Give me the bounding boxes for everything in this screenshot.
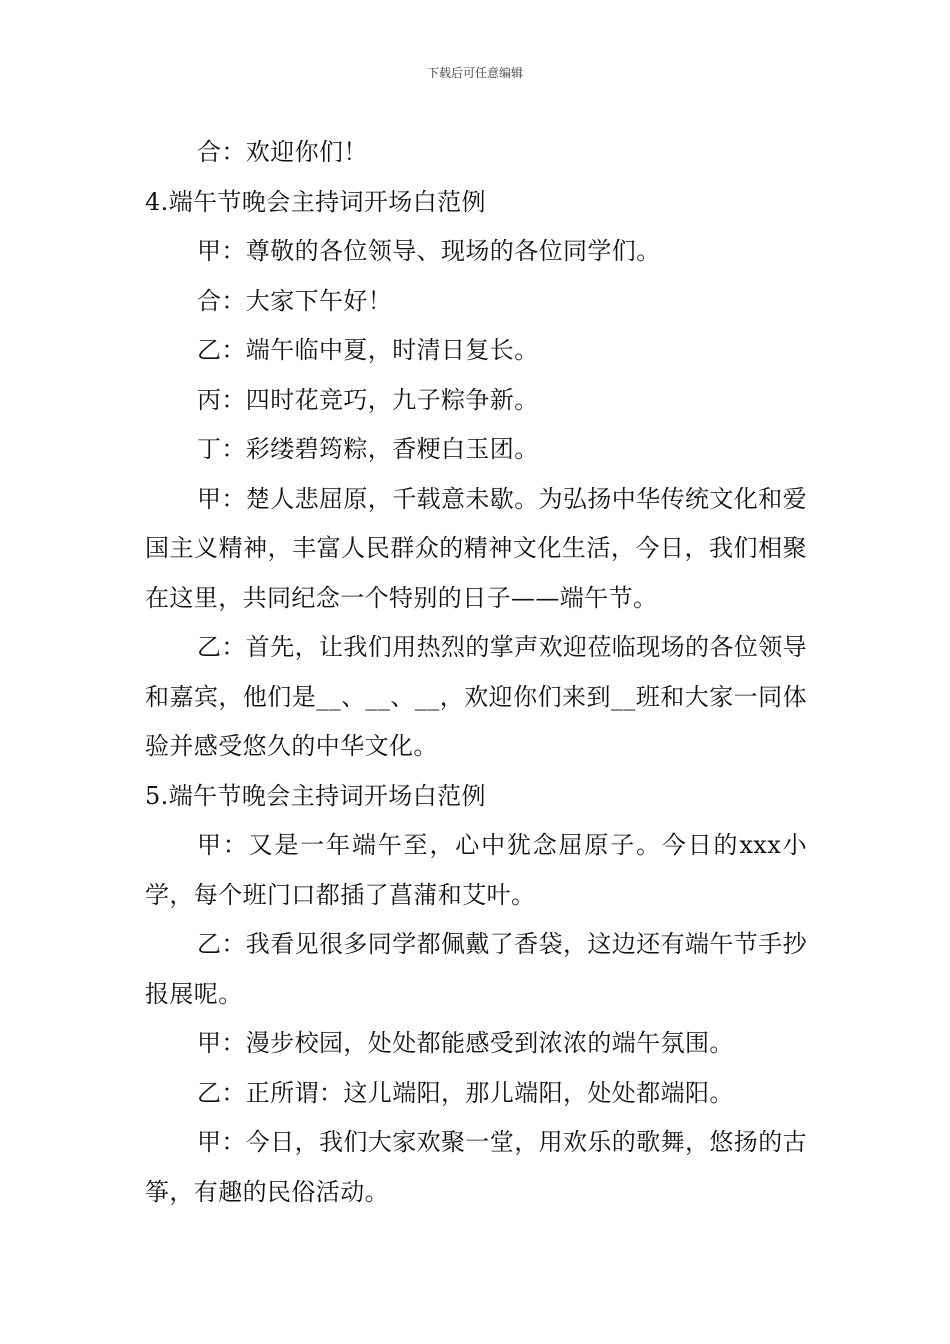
section-heading: 5.端午节晚会主持词开场白范例: [145, 781, 486, 810]
paragraph: 甲：漫步校园，处处都能感受到浓浓的端午氛围。: [197, 1029, 734, 1057]
paragraph: 丙：四时花竞巧，九子粽争新。: [197, 385, 539, 414]
paragraph: 乙：正所谓：这儿端阳，那儿端阳，处处都端阳。: [197, 1078, 734, 1107]
paragraph: 甲：尊敬的各位领导、现场的各位同学们。: [197, 237, 661, 265]
section-heading: 4.端午节晚会主持词开场白范例: [145, 187, 486, 216]
paragraph: 丁：彩缕碧筠粽，香粳白玉团。: [197, 435, 539, 463]
paragraph: 乙：我看见很多同学都佩戴了香袋，这边还有端午节手抄报展呢。: [145, 930, 807, 1008]
paragraph: 合：大家下午好！: [197, 286, 393, 315]
paragraph: 甲：又是一年端午至，心中犹念屈原子。今日的xxx小学，每个班门口都插了菖蒲和艾叶。: [145, 831, 807, 909]
paragraph: 甲：今日，我们大家欢聚一堂，用欢乐的歌舞，悠扬的古筝，有趣的民俗活动。: [145, 1128, 807, 1206]
paragraph: 甲：楚人悲屈原，千载意未歇。为弘扬中华传统文化和爱国主义精神，丰富人民群众的精神文化生活，今日，我们相聚在这里，共同纪念一个特别的日子——端午节。: [145, 484, 807, 612]
document-body: [145, 128, 807, 1217]
paragraph: 乙：首先，让我们用热烈的掌声欢迎莅临现场的各位领导和嘉宾，他们是__、__、__，欢迎你们来到__班和大家一同体验并感受悠久的中华文化。: [145, 633, 807, 760]
paragraph: 乙：端午临中夏，时清日复长。: [197, 336, 539, 364]
paragraph: 合：欢迎你们！: [197, 138, 368, 166]
page-header: 下载后可任意编辑: [426, 66, 523, 80]
